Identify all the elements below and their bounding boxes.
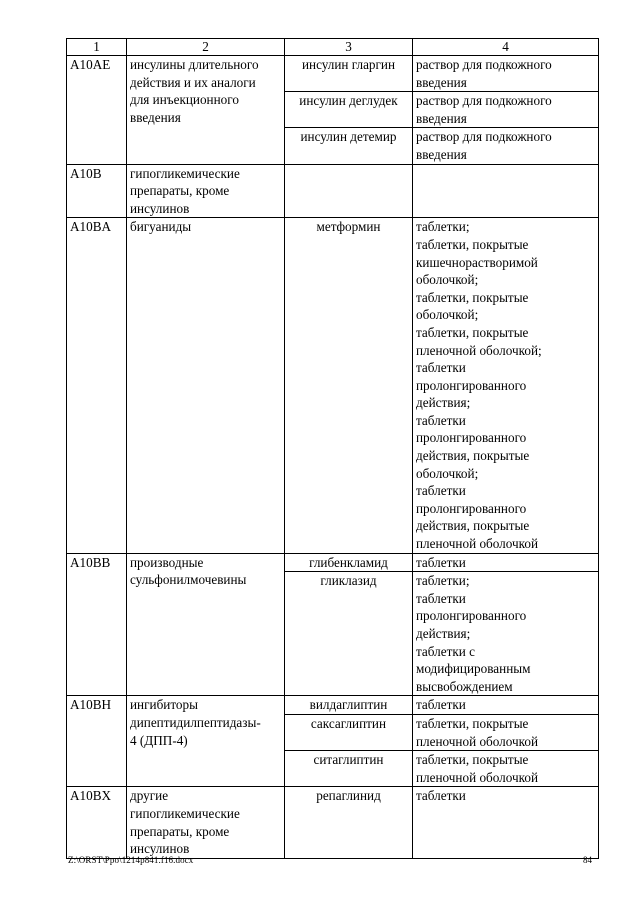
drug-group-cell: другие гипогликемические препараты, кроме инсулинов <box>127 787 285 858</box>
dosage-form-cell: таблетки; таблетки пролонгированного действия; таблетки с модифицированным высвобождением <box>413 572 599 696</box>
table-row <box>67 218 599 553</box>
drug-group-cell: ингибиторы дипептидилпептидазы- 4 (ДПП-4) <box>127 696 285 787</box>
drug-group-cell: производные сульфонилмочевины <box>127 553 285 696</box>
drug-name-cell: гликлазид <box>285 572 413 696</box>
dosage-form-cell: таблетки <box>413 787 599 858</box>
dosage-form-cell: раствор для подкожного введения <box>413 56 599 92</box>
atc-code-cell: A10B <box>67 164 127 218</box>
drug-name-cell: глибенкламид <box>285 553 413 572</box>
dosage-form-cell: таблетки <box>413 696 599 715</box>
drug-name-cell: ситаглиптин <box>285 751 413 787</box>
dosage-form-cell: раствор для подкожного введения <box>413 128 599 164</box>
drug-name-cell: саксаглиптин <box>285 714 413 750</box>
dosage-form-cell: раствор для подкожного введения <box>413 92 599 128</box>
drug-name-cell: инсулин гларгин <box>285 56 413 92</box>
table-row <box>67 696 599 715</box>
column-number-2: 2 <box>127 39 285 56</box>
table-row <box>67 787 599 858</box>
table-row <box>67 164 599 218</box>
drug-classification-table <box>66 38 599 859</box>
drug-group-cell: инсулины длительного действия и их аналоги для инъекционного введения <box>127 56 285 165</box>
footer-file-path: Z:\ORST\Ppo\1214p841.f16.docx <box>68 855 194 865</box>
dosage-form-cell <box>413 164 599 218</box>
drug-group-cell: гипогликемические препараты, кроме инсулинов <box>127 164 285 218</box>
table-row <box>67 56 599 92</box>
atc-code-cell: A10BX <box>67 787 127 858</box>
dosage-form-cell: таблетки <box>413 553 599 572</box>
drug-name-cell: метформин <box>285 218 413 553</box>
drug-name-cell: репаглинид <box>285 787 413 858</box>
column-number-4: 4 <box>413 39 599 56</box>
drug-name-cell: вилдаглиптин <box>285 696 413 715</box>
dosage-form-cell: таблетки; таблетки, покрытые кишечнорастворимой оболочкой; таблетки, покрытые оболочкой; таблетки, покрытые пленочной оболочкой; таблетки пролонгированного действия; таблетки пролонгированного действия, покрытые оболочкой; таблетки пролонгированного действия, покрытые пленочной оболочкой <box>413 218 599 553</box>
atc-code-cell: A10AE <box>67 56 127 165</box>
atc-code-cell: A10BB <box>67 553 127 696</box>
dosage-form-cell: таблетки, покрытые пленочной оболочкой <box>413 751 599 787</box>
column-number-1: 1 <box>67 39 127 56</box>
drug-name-cell <box>285 164 413 218</box>
column-number-3: 3 <box>285 39 413 56</box>
table-body <box>67 39 599 859</box>
drug-name-cell: инсулин деглудек <box>285 92 413 128</box>
footer-page-number: 84 <box>583 855 592 865</box>
atc-code-cell: A10BA <box>67 218 127 553</box>
dosage-form-cell: таблетки, покрытые пленочной оболочкой <box>413 714 599 750</box>
table-row <box>67 553 599 572</box>
atc-code-cell: A10BH <box>67 696 127 787</box>
column-number-header-row <box>67 39 599 56</box>
drug-name-cell: инсулин детемир <box>285 128 413 164</box>
drug-group-cell: бигуаниды <box>127 218 285 553</box>
